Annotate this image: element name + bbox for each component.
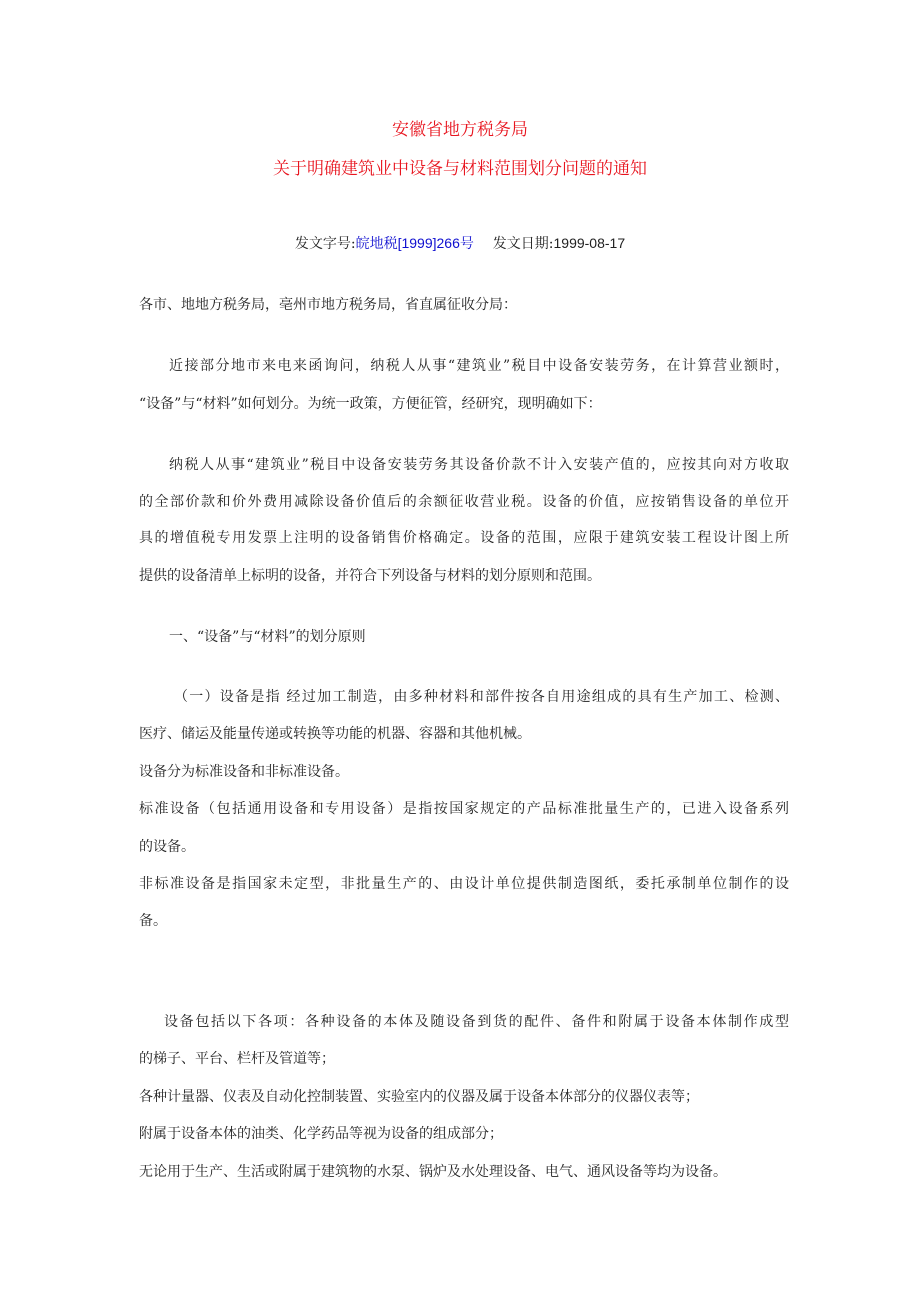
body-line: 具的增值税专用发票上注明的设备销售价格确定。设备的范围，应限于建筑安装工程设计图上所 [139,530,789,546]
body-line: 近接部分地市来电来函询问，纳税人从事“建筑业”税目中设备安装劳务，在计算营业额时， [169,358,789,374]
body-line: 的梯子、平台、栏杆及管道等； [139,1051,335,1067]
body-line: 附属于设备本体的油类、化学药品等视为设备的组成部分； [139,1126,503,1142]
doc-date-label: 发文日期: [492,236,554,252]
doc-number-label: 发文字号: [294,236,356,252]
body-line: 标准设备（包括通用设备和专用设备）是指按国家规定的产品标准批量生产的，已进入设备系列 [139,801,789,817]
doc-title-subject: 关于明确建筑业中设备与材料范围划分问题的通知 [273,159,647,179]
body-line: 提供的设备清单上标明的设备，并符合下列设备与材料的划分原则和范围。 [139,568,601,584]
body-line: 各种计量器、仪表及自动化控制装置、实验室内的仪器及属于设备本体部分的仪器仪表等； [139,1089,699,1105]
body-line: （一）设备是指 经过加工制造，由多种材料和部件按各自用途组成的具有生产加工、检测、 [174,689,789,705]
body-line: 医疗、储运及能量传递或转换等功能的机器、容器和其他机械。 [139,726,531,742]
body-line: 非标准设备是指国家未定型，非批量生产的、由设计单位提供制造图纸，委托承制单位制作的设 [139,876,789,892]
doc-meta [0,233,920,254]
section-heading: 一、“设备”与“材料”的划分原则 [169,629,366,645]
body-line: 的全部价款和价外费用减除设备价值后的余额征收营业税。设备的价值，应按销售设备的单位开 [139,494,789,510]
doc-title-issuer: 安徽省地方税务局 [392,120,528,140]
doc-number-suffix: 号 [459,236,474,252]
body-line: 备。 [139,913,167,929]
doc-number-value: [1999]266 [397,235,460,251]
body-line: 设备包括以下各项：各种设备的本体及随设备到货的配件、备件和附属于设备本体制作成型 [164,1014,789,1030]
doc-date-value: 1999-08-17 [553,235,626,251]
addressee: 各市、地地方税务局，亳州市地方税务局，省直属征收分局： [139,297,517,313]
doc-number-prefix: 皖地税 [355,236,398,252]
body-line: “设备”与“材料”如何划分。为统一政策，方便征管，经研究，现明确如下： [139,396,602,412]
body-line: 纳税人从事“建筑业”税目中设备安装劳务其设备价款不计入安装产值的，应按其向对方收取 [169,457,789,473]
body-line: 的设备。 [139,839,195,855]
body-line: 无论用于生产、生活或附属于建筑物的水泵、锅炉及水处理设备、电气、通风设备等均为设备。 [139,1164,727,1180]
body-line: 设备分为标准设备和非标准设备。 [139,764,349,780]
